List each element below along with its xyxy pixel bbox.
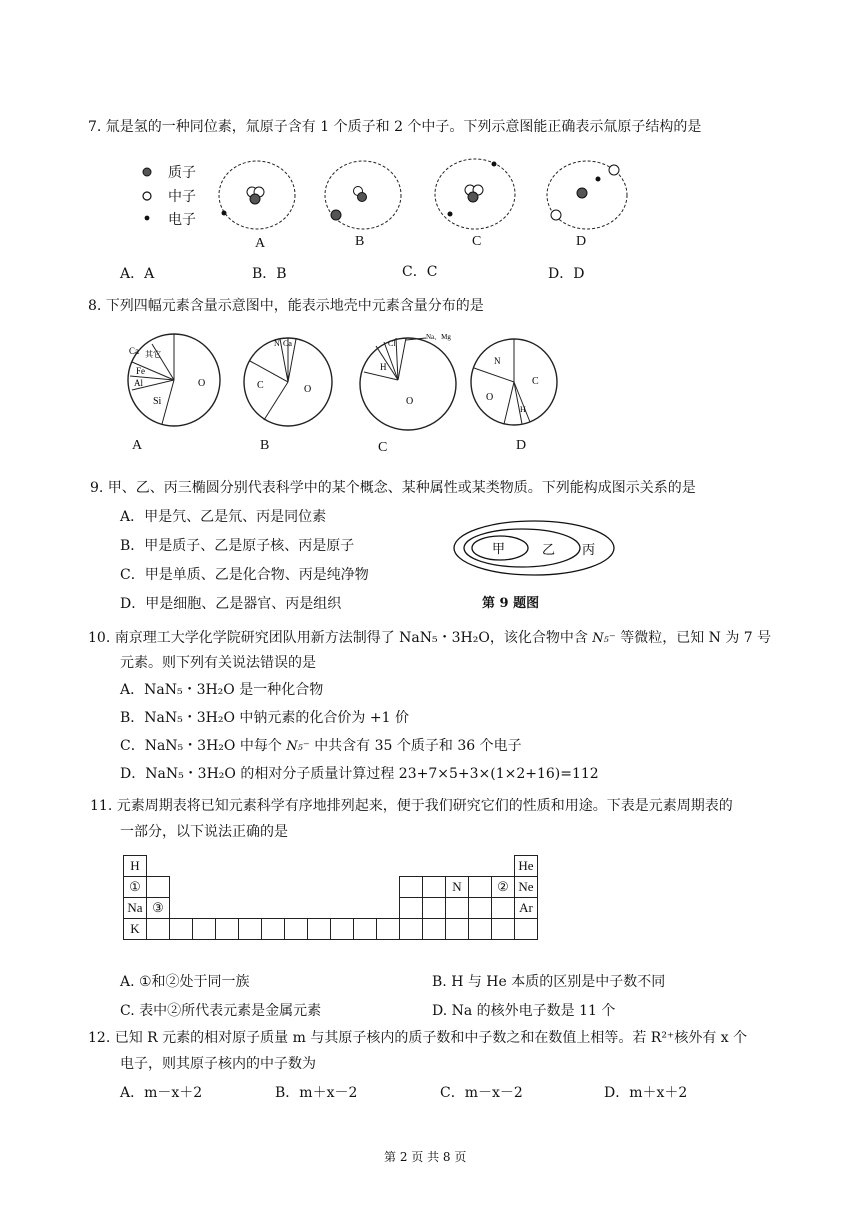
q10-line1-end: 等微粒，已知 N 为 7 号 bbox=[620, 630, 772, 646]
cell-3: ③ bbox=[147, 898, 170, 919]
neutron-symbol-icon bbox=[143, 192, 151, 200]
pie-slice-label: 其它 bbox=[145, 350, 161, 359]
pie-slice-label: N bbox=[494, 356, 501, 366]
pie-label-a: A bbox=[132, 438, 143, 453]
proton-symbol-icon bbox=[143, 168, 151, 176]
pie-slice-label: Al bbox=[134, 378, 143, 388]
atom-label-d: D bbox=[576, 234, 587, 249]
pie-chart-a bbox=[126, 332, 226, 430]
cell-ar: Ar bbox=[515, 898, 538, 919]
q11-line2: 一部分，以下说法正确的是 bbox=[120, 824, 288, 840]
pie-slice-label: O bbox=[198, 378, 206, 389]
legend-electron: 电子 bbox=[168, 212, 196, 228]
q9-ellipse-figure bbox=[450, 518, 620, 582]
cell-he: He bbox=[515, 856, 538, 877]
cell-n: N bbox=[446, 877, 469, 898]
q8-text: 8. 下列四幅元素含量示意图中，能表示地壳中元素含量分布的是 bbox=[88, 298, 484, 314]
q9-option-c: C．甲是单质、乙是化合物、丙是纯净物 bbox=[120, 567, 369, 583]
atom-diagram-c bbox=[428, 152, 522, 234]
q10-option-c bbox=[120, 736, 522, 757]
atom-diagram-b bbox=[318, 155, 408, 235]
cell-ne: Ne bbox=[515, 877, 538, 898]
q10-line1 bbox=[88, 628, 771, 649]
ellipse-label-middle: 乙 bbox=[542, 542, 556, 557]
pie-slice-label: Ca bbox=[283, 339, 292, 348]
pie-slice-label: O bbox=[304, 384, 312, 395]
middle-ellipse bbox=[464, 529, 580, 567]
pie-slice-label: O bbox=[406, 396, 414, 407]
proton bbox=[468, 192, 478, 202]
cell-h: H bbox=[124, 856, 147, 877]
q7-option-a: A．A bbox=[120, 266, 155, 282]
atom-label-c: C bbox=[472, 234, 482, 249]
proton bbox=[250, 194, 260, 204]
legend-proton: 质子 bbox=[168, 165, 196, 181]
q9-option-b: B．甲是质子、乙是原子核、丙是原子 bbox=[120, 538, 355, 554]
q12-option-c: C．m－x－2 bbox=[440, 1085, 523, 1101]
cell-1: ① bbox=[124, 877, 147, 898]
q7-option-d: D．D bbox=[548, 266, 585, 282]
cell-k: K bbox=[124, 919, 147, 940]
atom-label-b: B bbox=[355, 234, 365, 249]
q11-line1: 11. 元素周期表将已知元素科学有序地排列起来，便于我们研究它们的性质和用途。下表是元素周期表的 bbox=[90, 798, 733, 814]
electron bbox=[596, 177, 601, 182]
q9-figure-caption: 第 9 题图 bbox=[482, 596, 540, 611]
pie-slice-label: N bbox=[274, 339, 280, 348]
atom-diagram-a bbox=[212, 155, 302, 235]
neutron bbox=[609, 165, 619, 175]
q10-line2: 元素。则下列有关说法错误的是 bbox=[120, 655, 316, 671]
q11-option-c: C. 表中②所代表元素是金属元素 bbox=[120, 1003, 322, 1019]
pie-slice-label: C bbox=[532, 376, 539, 387]
pie-slice-label: C bbox=[257, 380, 264, 391]
q10-option-d: D．NaN₅・3H₂O 的相对分子质量计算过程 23+7×5+3×(1×2+16)=112 bbox=[120, 766, 599, 782]
q10-line1-start: 10. 南京理工大学化学院研究团队用新方法制得了 NaN₅・3H₂O，该化合物中含 bbox=[88, 630, 588, 646]
pie-chart-c bbox=[356, 330, 476, 432]
cell-2: ② bbox=[492, 877, 515, 898]
q12-line1: 12. 已知 R 元素的相对原子质量 m 与其原子核内的质子数和中子数之和在数值上相等。若 R²⁺核外有 x 个 bbox=[88, 1030, 748, 1046]
pie-label-c: C bbox=[378, 440, 388, 455]
q12-option-d: D．m＋x＋2 bbox=[604, 1085, 688, 1101]
pie-outline bbox=[360, 338, 456, 430]
pie-chart-d bbox=[468, 336, 560, 428]
q10-option-c-start: C．NaN₅・3H₂O 中每个 bbox=[120, 738, 282, 754]
q12-line2: 电子，则其原子核内的中子数为 bbox=[120, 1056, 316, 1072]
q7-option-b: B．B bbox=[252, 266, 287, 282]
q10-option-a: A．NaN₅・3H₂O 是一种化合物 bbox=[120, 682, 324, 698]
pie-slice-label: Na、Mg bbox=[426, 333, 451, 341]
q11-option-b: B. H 与 He 本质的区别是中子数不同 bbox=[432, 974, 666, 990]
electron bbox=[448, 212, 453, 217]
atom-diagram-d bbox=[540, 153, 634, 235]
pie-label-b: B bbox=[260, 438, 270, 453]
q9-text: 9. 甲、乙、丙三椭圆分别代表科学中的某个概念、某种属性或某类物质。下列能构成图示关系的是 bbox=[90, 480, 696, 496]
q11-option-a: A. ①和②处于同一族 bbox=[120, 974, 250, 990]
pie-slice-label: Si bbox=[153, 396, 162, 407]
ellipse-label-inner: 甲 bbox=[492, 541, 506, 556]
electron bbox=[492, 162, 497, 167]
atom-label-a: A bbox=[255, 236, 266, 251]
q12-option-a: A．m－x＋2 bbox=[120, 1085, 203, 1101]
q11-option-d: D. Na 的核外电子数是 11 个 bbox=[432, 1003, 616, 1019]
pie-slice-label: Fe bbox=[136, 366, 145, 376]
pie-chart-b bbox=[240, 334, 336, 430]
pie-slice-label: Ca bbox=[129, 346, 139, 356]
q7-option-c: C．C bbox=[402, 264, 438, 280]
neutron bbox=[551, 210, 561, 220]
legend-neutron: 中子 bbox=[168, 189, 196, 205]
electron-symbol-icon bbox=[145, 216, 150, 221]
ellipse-label-outer: 丙 bbox=[582, 542, 596, 557]
q7-text: 7. 氚是氢的一种同位素，氚原子含有 1 个质子和 2 个中子。下列示意图能正确表示氚原子结构的是 bbox=[88, 119, 702, 135]
q10-ion: N₅⁻ bbox=[592, 631, 616, 646]
pie-slice-label: H bbox=[380, 362, 387, 372]
page-footer: 第 2 页 共 8 页 bbox=[384, 1150, 467, 1164]
q10-option-b: B．NaN₅・3H₂O 中钠元素的化合价为 +1 价 bbox=[120, 710, 409, 726]
periodic-table-fragment bbox=[123, 855, 538, 940]
pie-slice-label: Cl bbox=[388, 339, 396, 348]
electron bbox=[222, 211, 227, 216]
proton bbox=[577, 188, 587, 198]
q10-option-c-ion: N₅⁻ bbox=[286, 739, 310, 754]
pie-slice-label: O bbox=[486, 392, 494, 403]
q10-option-c-end: 中共含有 35 个质子和 36 个电子 bbox=[314, 738, 522, 754]
q9-option-d: D．甲是细胞、乙是器官、丙是组织 bbox=[120, 596, 342, 612]
proton bbox=[331, 210, 341, 220]
cell-na: Na bbox=[124, 898, 147, 919]
q12-option-b: B．m＋x－2 bbox=[275, 1085, 358, 1101]
proton bbox=[358, 193, 367, 202]
pie-label-d: D bbox=[516, 438, 527, 453]
pie-slice-label: H bbox=[520, 405, 526, 414]
q9-option-a: A．甲是氕、乙是氘、丙是同位素 bbox=[120, 509, 327, 525]
